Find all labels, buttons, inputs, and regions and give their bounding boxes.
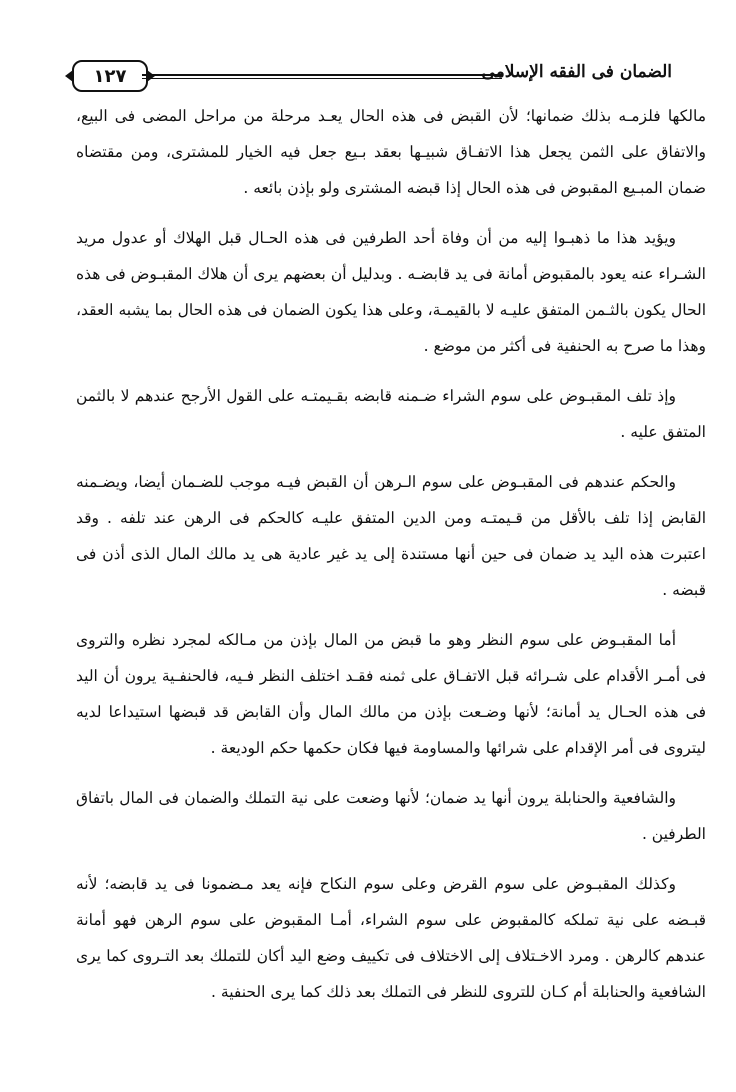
paragraph: والشافعية والحنابلة يرون أنها يد ضمان؛ لأنها وضعت على نية التملك والضمان فى المال باتفاق الطرفين . [76, 789, 706, 843]
running-header [72, 60, 672, 94]
paragraph: ويؤيد هذا ما ذهبـوا إليه من أن وفاة أحد الطرفين فى هذه الحـال قبل الهلاك أو عدول مريد الشـراء عنه يعود بالمقبوض أمانة فى يد قابضـه . وبدليل أن بعضهم يرى أن هلاك المقبـوض فى هذه الحال يكون بالثـمن المتفق عليـه لا بالقيمـة، وعلى هذا يكون الضمان فى هذه الحال بما يشبه العقد، وهذا ما صرح به الحنفية فى أكثر من موضع . [76, 229, 706, 355]
paragraph: مالكها فلزمـه بذلك ضمانها؛ لأن القبض فى هذه الحال يعـد مرحلة من مراحل المضى فى البيع، والاتفاق على الثمن يجعل هذا الاتفـاق شبيـها بعقد بـيع جعل فيه الخيار للمشترى، ومن مقتضاه ضمان المبـيع المقبوض فى هذه الحال إذا قبضه المشترى ولو بإذن بائعه . [76, 107, 706, 197]
paragraph: أما المقبـوض على سوم النظر وهو ما قبض من المال بإذن من مـالكه لمجرد نظره والتروى فى أمـر الأقدام على شـرائه قبل الاتفـاق على ثمنه فقـد اختلف النظر فـيه، فالحنفـية يرون أن اليد فى هذه الحـال يد أمانة؛ لأنها وضـعت بإذن من مالك المال وأن القابض قد قبضها استيداعا لديه ليتروى فى أمر الإقدام على شرائها والمساومة فيها فكان حكمها حكم الوديعة . [76, 631, 706, 757]
body-text [76, 98, 706, 1024]
running-title: الضمان فى الفقه الإسلامى [481, 62, 672, 82]
page-number: ١٢٧ [72, 60, 148, 92]
header-rule [142, 74, 502, 79]
paragraph: وكذلك المقبـوض على سوم القرض وعلى سوم النكاح فإنه يعد مـضمونا فى يد قابضه؛ لأنه قبـضه على نية تملكه كالمقبوض على سوم الشراء، أمـا المقبوض على سوم الرهن فهو أمانة عندهم كالرهن . ومرد الاخـتلاف إلى الاختلاف فى تكييف وضع اليد أكان للتملك بعد التـروى كما يرى الشافعية والحنابلة أم كـان للتروى للنظر فى التملك بعد ذلك كما يرى الحنفية . [76, 875, 706, 1001]
paragraph: والحكم عندهم فى المقبـوض على سوم الـرهن أن القبض فيـه موجب للضـمان أيضا، ويضـمنه القابض إذا تلف بالأقل من قـيمتـه ومن الدين المتفق عليـه كالحكم فى الرهن عند تلفه . وقد اعتبرت هذه اليد يد ضمان فى حين أنها مستندة إلى يد غير عادية هى يد مالك المال الذى أذن فى قبضه . [76, 473, 706, 599]
paragraph: وإذ تلف المقبـوض على سوم الشراء ضـمنه قابضه بقـيمتـه على القول الأرجح عندهم لا بالثمن المتفق عليه . [76, 387, 706, 441]
